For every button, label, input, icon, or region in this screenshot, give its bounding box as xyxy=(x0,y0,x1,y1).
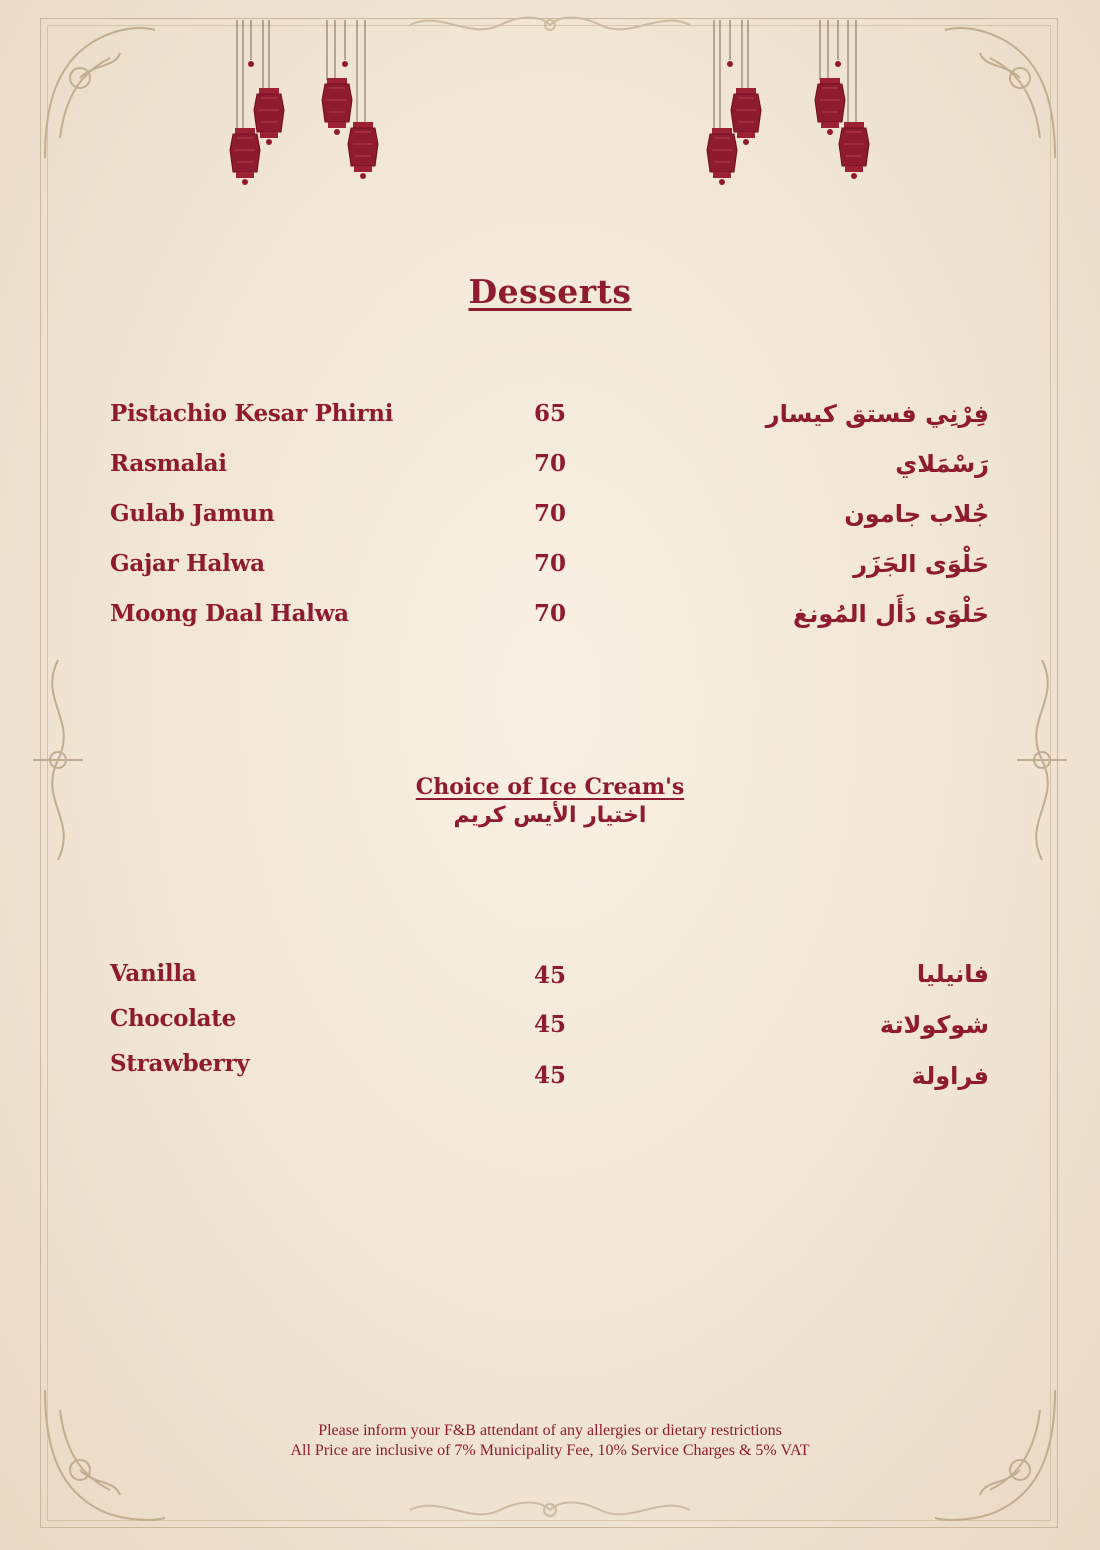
list-item xyxy=(0,550,1100,590)
side-flourish-icon xyxy=(1012,660,1072,860)
bottom-scroll-ornament-icon xyxy=(400,1490,700,1530)
list-item xyxy=(0,600,1100,640)
list-item xyxy=(0,400,1100,440)
item-name-ar: رَسْمَلاي xyxy=(895,450,989,478)
section-title-ar: اختيار الأيس كريم xyxy=(453,803,647,828)
item-name-en: Gulab Jamun xyxy=(110,500,275,527)
item-price: 70 xyxy=(534,450,567,477)
item-price: 70 xyxy=(534,600,567,627)
item-name-ar: جُلاب جامون xyxy=(844,500,989,528)
item-name-ar: فِرْنِي فستق كيسار xyxy=(765,400,989,428)
item-name-ar: حَلْوَى دَأَل المُونغ xyxy=(793,600,989,628)
item-name-en: Vanilla xyxy=(110,960,197,987)
allergy-notice: Please inform your F&B attendant of any allergies or dietary restrictions xyxy=(318,1422,782,1439)
footer-notice xyxy=(0,1421,1100,1461)
corner-flourish-icon xyxy=(940,18,1060,168)
item-price: 70 xyxy=(534,550,567,577)
list-item xyxy=(0,1005,1100,1045)
price-notice: All Price are inclusive of 7% Municipality Fee, 10% Service Charges & 5% VAT xyxy=(290,1442,810,1459)
section-title-en: Choice of Ice Cream's xyxy=(415,774,685,800)
item-name-ar: فراولة xyxy=(911,1062,989,1090)
item-price: 45 xyxy=(534,962,567,989)
hanging-lanterns-icon xyxy=(225,20,385,195)
top-scroll-ornament-icon xyxy=(400,10,700,40)
menu-frame-inner xyxy=(47,25,1051,1521)
item-name-en: Strawberry xyxy=(110,1050,250,1077)
item-name-ar: حَلْوَى الجَزَر xyxy=(853,550,989,578)
item-name-ar: شوكولاتة xyxy=(879,1011,989,1039)
side-flourish-icon xyxy=(28,660,88,860)
item-name-en: Moong Daal Halwa xyxy=(110,600,349,627)
item-price: 45 xyxy=(534,1011,567,1038)
hanging-lanterns-icon xyxy=(700,20,870,195)
item-name-en: Pistachio Kesar Phirni xyxy=(110,400,394,427)
page-title: Desserts xyxy=(468,272,632,311)
item-name-en: Gajar Halwa xyxy=(110,550,265,577)
item-price: 45 xyxy=(534,1062,567,1089)
list-item xyxy=(0,960,1100,1000)
item-price: 70 xyxy=(534,500,567,527)
list-item xyxy=(0,1050,1100,1090)
item-price: 65 xyxy=(534,400,567,427)
list-item xyxy=(0,500,1100,540)
corner-flourish-icon xyxy=(40,18,160,168)
list-item xyxy=(0,450,1100,490)
item-name-ar: فانيليا xyxy=(916,960,989,988)
item-name-en: Rasmalai xyxy=(110,450,227,477)
item-name-en: Chocolate xyxy=(110,1005,236,1032)
